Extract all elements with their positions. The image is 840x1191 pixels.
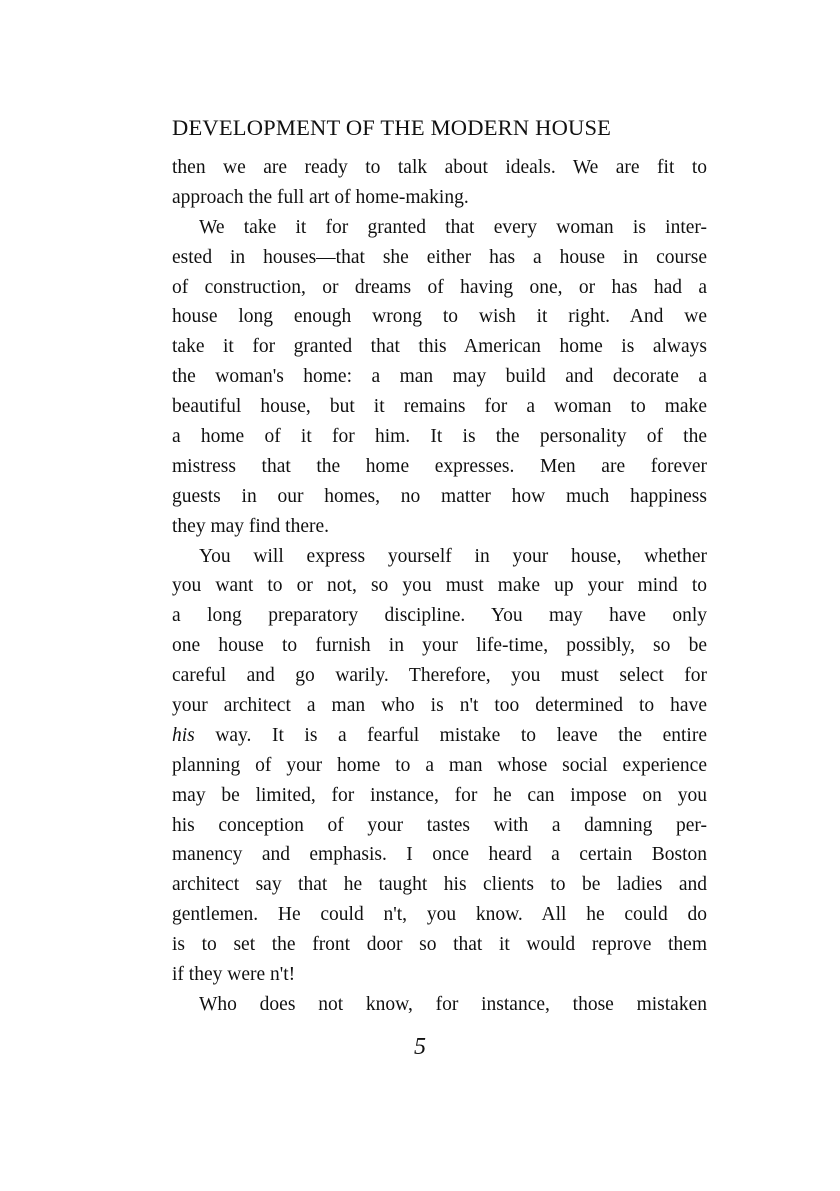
text-line: careful and go warily. Therefore, you must select for [172, 665, 707, 687]
running-head: DEVELOPMENT OF THE MODERN HOUSE [172, 115, 612, 140]
text-line: a home of it for him. It is the personality of the [172, 426, 707, 448]
text-line: approach the full art of home-making. [172, 186, 469, 208]
text-line: mistress that the home expresses. Men are forever [172, 455, 707, 477]
text-line: one house to furnish in your life-time, possibly, so be [172, 635, 707, 657]
text-line: his conception of your tastes with a damning per- [172, 814, 707, 836]
text-line: ested in houses—that she either has a house in course [172, 246, 707, 268]
text-line: Who does not know, for instance, those mistaken [199, 993, 707, 1015]
text-line: We take it for granted that every woman is inter- [199, 216, 707, 238]
text-line: house long enough wrong to wish it right. And we [172, 306, 707, 328]
text-line: may be limited, for instance, for he can impose on you [172, 784, 707, 806]
text-line: they may find there. [172, 515, 330, 537]
text-line [172, 721, 707, 751]
text-line: planning of your home to a man whose social experience [172, 754, 707, 776]
text-line: if they were n't! [172, 964, 296, 986]
text-line: You will express yourself in your house, whether [199, 545, 707, 567]
italic-word: his [172, 724, 195, 746]
text-line: the woman's home: a man may build and decorate a [172, 366, 707, 388]
text-line: then we are ready to talk about ideals. We are fit to [172, 157, 707, 178]
text-line: beautiful house, but it remains for a woman to make [172, 396, 707, 418]
text-line: gentlemen. He could n't, you know. All he could do [172, 904, 707, 926]
text-line: is to set the front door so that it would reprove them [172, 934, 707, 956]
text-line: a long preparatory discipline. You may have only [172, 605, 707, 627]
text-line: architect say that he taught his clients to be ladies and [172, 874, 707, 896]
text-line: your architect a man who is n't too determined to have [172, 695, 707, 717]
text-line: you want to or not, so you must make up your mind to [172, 575, 707, 597]
text-line: guests in our homes, no matter how much happiness [172, 485, 707, 507]
body-text [172, 153, 707, 1020]
text-line: manency and emphasis. I once heard a certain Boston [172, 844, 707, 866]
text-line: take it for granted that this American home is always [172, 336, 707, 358]
text-line: of construction, or dreams of having one, or has had a [172, 276, 707, 298]
text-fragment: way. It is a fearful mistake to leave the entire [215, 724, 707, 746]
page-number: 5 [414, 1034, 426, 1060]
